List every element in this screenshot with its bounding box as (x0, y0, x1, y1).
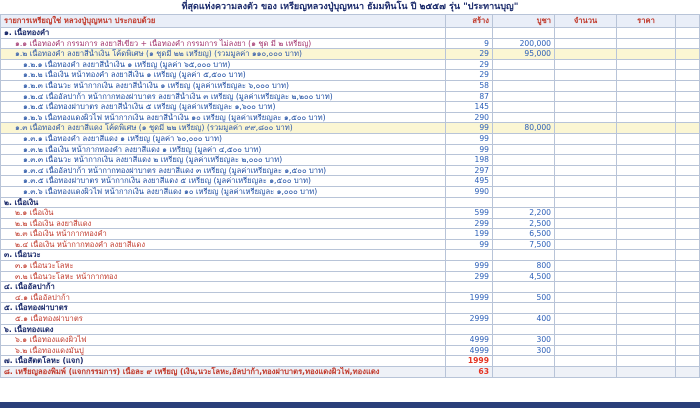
row-amount[interactable] (617, 197, 676, 208)
row-amount[interactable] (617, 356, 676, 367)
row-qty[interactable] (555, 324, 617, 335)
row-price[interactable] (493, 102, 555, 113)
row-pad[interactable] (676, 250, 700, 261)
row-count[interactable] (446, 324, 493, 335)
row-count[interactable]: 29 (446, 70, 493, 81)
row-desc[interactable]: ๑.๓.๕ เนื้อทองฝาบาตร หน้ากากเงิน ลงยาสีแดง ๕ เหรียญ (มูลค่าเหรียญละ ๑,๕๐๐ บาท) (1, 176, 446, 187)
row-qty[interactable] (555, 176, 617, 187)
table-row (1, 70, 700, 81)
row-desc[interactable]: ๓. เนื้อนวะ (1, 250, 446, 261)
row-count[interactable]: 1999 (446, 292, 493, 303)
table-row (1, 144, 700, 155)
row-amount[interactable] (617, 345, 676, 356)
row-count[interactable]: 99 (446, 144, 493, 155)
row-amount[interactable] (617, 250, 676, 261)
row-count[interactable]: 495 (446, 176, 493, 187)
row-count[interactable]: 87 (446, 91, 493, 102)
table-row (1, 176, 700, 187)
row-desc[interactable]: ๒. เนื้อเงิน (1, 197, 446, 208)
row-qty[interactable] (555, 59, 617, 70)
row-desc[interactable]: ๑.๒.๔ เนื้ออัลปาก้า หน้ากากทองฝาบาตร ลงยาสีน้ำเงิน ๓ เหรียญ (มูลค่าเหรียญละ ๒,๒๐๐ บาท) (1, 91, 446, 102)
row-qty[interactable] (555, 345, 617, 356)
table-row (1, 123, 700, 134)
row-desc[interactable]: ๑.๑ เนื้อทองคำ กรรมการ ลงยาสีเขียว + เนื้อทองคำ กรรมการ ไม่ลงยา (๑ ชุด มี ๒ เหรียญ) (1, 38, 446, 49)
row-price[interactable]: 7,500 (493, 239, 555, 250)
row-desc[interactable]: ๘. เหรียญลองพิมพ์ (แจกกรรมการ) เนื้อละ ๙ เหรียญ (เงิน,นวะโลหะ,อัลปาก้า,ทองฝาบาตร,ทองแดงผิวไฟ,ทองแดง (1, 367, 446, 378)
row-count[interactable]: 199 (446, 229, 493, 240)
row-pad[interactable] (676, 345, 700, 356)
table-row (1, 239, 700, 250)
row-amount[interactable] (617, 367, 676, 378)
row-amount[interactable] (617, 218, 676, 229)
row-pad[interactable] (676, 155, 700, 166)
row-price[interactable] (493, 112, 555, 123)
row-count[interactable] (446, 282, 493, 293)
row-desc[interactable]: ๑.๒.๕ เนื้อทองฝาบาตร ลงยาสีน้ำเงิน ๕ เหรียญ (มูลค่าเหรียญละ ๑,๖๐๐ บาท) (1, 102, 446, 113)
row-count[interactable] (446, 28, 493, 39)
row-price[interactable]: 4,500 (493, 271, 555, 282)
table-row (1, 314, 700, 325)
row-desc[interactable]: ๑.๒.๖ เนื้อทองแดงผิวไฟ หน้ากากเงิน ลงยาสีน้ำเงิน ๑๐ เหรียญ (มูลค่าเหรียญละ ๑,๕๐๐ บาท) (1, 112, 446, 123)
row-desc[interactable]: ๒.๓ เนื้อเงิน หน้ากากทองคำ (1, 229, 446, 240)
table-row (1, 38, 700, 49)
row-price[interactable] (493, 80, 555, 91)
table-row (1, 102, 700, 113)
row-desc[interactable]: ๓.๑ เนื้อนวะโลหะ (1, 261, 446, 272)
row-qty[interactable] (555, 49, 617, 60)
row-amount[interactable] (617, 49, 676, 60)
row-qty[interactable] (555, 133, 617, 144)
bottom-bar (0, 402, 700, 408)
table-row (1, 345, 700, 356)
row-price[interactable]: 300 (493, 335, 555, 346)
row-qty[interactable] (555, 261, 617, 272)
row-pad[interactable] (676, 144, 700, 155)
row-qty[interactable] (555, 80, 617, 91)
row-price[interactable] (493, 59, 555, 70)
sheet-title: ที่สุดแห่งความลงตัว ของ เหรียญหลวงปู่บุญหนา ธัมมทินโน ปี ๒๕๕๗ รุ่น "ประทานบุญ" (0, 0, 700, 14)
row-pad[interactable] (676, 165, 700, 176)
row-desc[interactable]: ๑.๓.๔ เนื้ออัลปาก้า หน้ากากทองฝาบาตร ลงยาสีแดง ๓ เหรียญ (มูลค่าเหรียญละ ๑,๕๐๐ บาท) (1, 165, 446, 176)
table-row (1, 80, 700, 91)
row-count[interactable]: 99 (446, 123, 493, 134)
table-row (1, 367, 700, 378)
header-row (1, 15, 700, 28)
row-count[interactable]: 99 (446, 239, 493, 250)
row-desc[interactable]: ๑.๒.๑ เนื้อทองคำ ลงยาสีน้ำเงิน ๑ เหรียญ (มูลค่า ๖๕,๐๐๐ บาท) (1, 59, 446, 70)
row-count[interactable]: 990 (446, 186, 493, 197)
row-price[interactable] (493, 324, 555, 335)
row-amount[interactable] (617, 271, 676, 282)
row-amount[interactable] (617, 155, 676, 166)
row-pad[interactable] (676, 356, 700, 367)
table-row (1, 261, 700, 272)
row-pad[interactable] (676, 70, 700, 81)
header-pad[interactable] (676, 15, 700, 28)
row-price[interactable] (493, 91, 555, 102)
row-qty[interactable] (555, 144, 617, 155)
row-amount[interactable] (617, 38, 676, 49)
header-price[interactable]: บูชา (493, 15, 555, 28)
row-price[interactable] (493, 282, 555, 293)
row-qty[interactable] (555, 218, 617, 229)
row-pad[interactable] (676, 112, 700, 123)
row-pad[interactable] (676, 176, 700, 187)
row-price[interactable] (493, 367, 555, 378)
row-amount[interactable] (617, 70, 676, 81)
table-row (1, 49, 700, 60)
row-amount[interactable] (617, 303, 676, 314)
header-qty[interactable]: จำนวน (555, 15, 617, 28)
row-qty[interactable] (555, 282, 617, 293)
price-table (0, 14, 700, 378)
row-count[interactable]: 290 (446, 112, 493, 123)
row-qty[interactable] (555, 123, 617, 134)
row-price[interactable] (493, 303, 555, 314)
row-count[interactable]: 29 (446, 59, 493, 70)
table-row (1, 282, 700, 293)
table-row (1, 229, 700, 240)
row-desc[interactable]: ๖.๑ เนื้อทองแดงผิวไฟ (1, 335, 446, 346)
row-price[interactable]: 80,000 (493, 123, 555, 134)
row-desc[interactable]: ๔. เนื้ออัลปาก้า (1, 282, 446, 293)
row-desc[interactable]: ๑.๓.๒ เนื้อเงิน หน้ากากทองคำ ลงยาสีแดง ๑ เหรียญ (มูลค่า ๔,๕๐๐ บาท) (1, 144, 446, 155)
row-desc[interactable]: ๖. เนื้อทองแดง (1, 324, 446, 335)
row-price[interactable]: 500 (493, 292, 555, 303)
row-count[interactable]: 58 (446, 80, 493, 91)
row-amount[interactable] (617, 80, 676, 91)
header-count[interactable]: สร้าง (446, 15, 493, 28)
row-count[interactable]: 1999 (446, 356, 493, 367)
row-price[interactable]: 2,200 (493, 208, 555, 219)
row-pad[interactable] (676, 218, 700, 229)
row-qty[interactable] (555, 112, 617, 123)
row-desc[interactable]: ๑.๓ เนื้อทองคำ ลงยาสีแดง โค้ดพิเศษ (๑ ชุดมี ๒๒ เหรียญ) (รวมมูลค่า ๙๙,๘๐๐ บาท) (1, 123, 446, 134)
row-pad[interactable] (676, 80, 700, 91)
row-pad[interactable] (676, 133, 700, 144)
row-price[interactable]: 95,000 (493, 49, 555, 60)
row-desc[interactable]: ๑.๒.๒ เนื้อเงิน หน้าทองคำ ลงยาสีเงิน ๑ เหรียญ (มูลค่า ๕,๕๐๐ บาท) (1, 70, 446, 81)
row-qty[interactable] (555, 367, 617, 378)
row-amount[interactable] (617, 186, 676, 197)
table-row (1, 59, 700, 70)
row-price[interactable] (493, 144, 555, 155)
row-amount[interactable] (617, 165, 676, 176)
header-amount[interactable]: ราคา (617, 15, 676, 28)
row-desc[interactable]: ๗. เนื้อสัตตโลหะ (แจก) (1, 356, 446, 367)
row-price[interactable]: 2,500 (493, 218, 555, 229)
row-pad[interactable] (676, 102, 700, 113)
table-row (1, 186, 700, 197)
row-amount[interactable] (617, 59, 676, 70)
table-row (1, 250, 700, 261)
row-count[interactable]: 4999 (446, 345, 493, 356)
row-desc[interactable]: ๑.๒.๓ เนื้อนวะ หน้ากากเงิน ลงยาสีน้ำเงิน ๑ เหรียญ (มูลค่าเหรียญละ ๖,๐๐๐ บาท) (1, 80, 446, 91)
row-amount[interactable] (617, 314, 676, 325)
row-price[interactable] (493, 356, 555, 367)
row-desc[interactable]: ๕. เนื้อทองฝาบาตร (1, 303, 446, 314)
row-count[interactable]: 9 (446, 38, 493, 49)
row-amount[interactable] (617, 123, 676, 134)
row-desc[interactable]: ๔.๑ เนื้ออัลปาก้า (1, 292, 446, 303)
row-amount[interactable] (617, 229, 676, 240)
row-qty[interactable] (555, 38, 617, 49)
row-pad[interactable] (676, 239, 700, 250)
row-amount[interactable] (617, 176, 676, 187)
row-qty[interactable] (555, 91, 617, 102)
row-amount[interactable] (617, 208, 676, 219)
table-row (1, 165, 700, 176)
row-qty[interactable] (555, 303, 617, 314)
table-row (1, 335, 700, 346)
table-row (1, 303, 700, 314)
row-price[interactable]: 6,500 (493, 229, 555, 240)
table-row (1, 91, 700, 102)
row-amount[interactable] (617, 112, 676, 123)
row-count[interactable]: 2999 (446, 314, 493, 325)
row-qty[interactable] (555, 70, 617, 81)
row-pad[interactable] (676, 197, 700, 208)
row-price[interactable] (493, 70, 555, 81)
row-qty[interactable] (555, 271, 617, 282)
row-pad[interactable] (676, 367, 700, 378)
row-amount[interactable] (617, 282, 676, 293)
row-pad[interactable] (676, 28, 700, 39)
row-amount[interactable] (617, 91, 676, 102)
table-row (1, 218, 700, 229)
row-price[interactable] (493, 250, 555, 261)
row-qty[interactable] (555, 28, 617, 39)
row-price[interactable] (493, 155, 555, 166)
row-count[interactable] (446, 303, 493, 314)
row-desc[interactable]: ๑.๓.๓ เนื้อนวะ หน้ากากเงิน ลงยาสีแดง ๒ เหรียญ (มูลค่าเหรียญละ ๒,๐๐๐ บาท) (1, 155, 446, 166)
row-qty[interactable] (555, 250, 617, 261)
row-count[interactable]: 299 (446, 271, 493, 282)
table-row (1, 292, 700, 303)
row-qty[interactable] (555, 292, 617, 303)
row-qty[interactable] (555, 186, 617, 197)
row-qty[interactable] (555, 208, 617, 219)
row-amount[interactable] (617, 292, 676, 303)
row-pad[interactable] (676, 261, 700, 272)
row-pad[interactable] (676, 314, 700, 325)
row-price[interactable]: 200,000 (493, 38, 555, 49)
row-count[interactable]: 29 (446, 49, 493, 60)
table-row (1, 197, 700, 208)
row-desc[interactable]: ๑.๓.๖ เนื้อทองแดงผิวไฟ หน้ากากเงิน ลงยาสีแดง ๑๐ เหรียญ (มูลค่าเหรียญละ ๑,๐๐๐ บาท) (1, 186, 446, 197)
row-count[interactable]: 63 (446, 367, 493, 378)
row-count[interactable]: 999 (446, 261, 493, 272)
row-qty[interactable] (555, 155, 617, 166)
row-count[interactable]: 297 (446, 165, 493, 176)
row-pad[interactable] (676, 123, 700, 134)
row-desc[interactable]: ๕.๑ เนื้อทองฝาบาตร (1, 314, 446, 325)
table-row (1, 324, 700, 335)
row-count[interactable]: 145 (446, 102, 493, 113)
row-price[interactable]: 400 (493, 314, 555, 325)
row-price[interactable] (493, 197, 555, 208)
row-pad[interactable] (676, 49, 700, 60)
row-amount[interactable] (617, 324, 676, 335)
row-desc[interactable]: ๖.๒ เนื้อทองแดงมันปู (1, 345, 446, 356)
row-count[interactable] (446, 250, 493, 261)
table-row (1, 112, 700, 123)
row-qty[interactable] (555, 197, 617, 208)
row-desc[interactable]: ๑.๓.๑ เนื้อทองคำ ลงยาสีแดง ๑ เหรียญ (มูลค่า ๖๐,๐๐๐ บาท) (1, 133, 446, 144)
row-pad[interactable] (676, 292, 700, 303)
row-desc[interactable]: ๓.๒ เนื้อนวะโลหะ หน้ากากทอง (1, 271, 446, 282)
row-qty[interactable] (555, 335, 617, 346)
row-pad[interactable] (676, 324, 700, 335)
row-amount[interactable] (617, 133, 676, 144)
row-qty[interactable] (555, 239, 617, 250)
row-pad[interactable] (676, 303, 700, 314)
row-count[interactable]: 599 (446, 208, 493, 219)
row-desc[interactable]: ๒.๑ เนื้อเงิน (1, 208, 446, 219)
row-price[interactable]: 300 (493, 345, 555, 356)
row-amount[interactable] (617, 28, 676, 39)
header-desc[interactable]: รายการเหรียญใช่ หลวงปู่บุญหนา ประกอบด้วย (1, 15, 446, 28)
row-qty[interactable] (555, 314, 617, 325)
row-qty[interactable] (555, 165, 617, 176)
row-amount[interactable] (617, 102, 676, 113)
row-pad[interactable] (676, 335, 700, 346)
row-count[interactable]: 4999 (446, 335, 493, 346)
table-row (1, 133, 700, 144)
row-pad[interactable] (676, 208, 700, 219)
table-row (1, 356, 700, 367)
row-price[interactable]: 800 (493, 261, 555, 272)
row-amount[interactable] (617, 239, 676, 250)
row-qty[interactable] (555, 229, 617, 240)
table-row (1, 28, 700, 39)
row-qty[interactable] (555, 102, 617, 113)
row-amount[interactable] (617, 335, 676, 346)
row-desc[interactable]: ๒.๒ เนื้อเงิน ลงยาสีแดง (1, 218, 446, 229)
row-pad[interactable] (676, 38, 700, 49)
row-amount[interactable] (617, 144, 676, 155)
row-desc[interactable]: ๒.๔ เนื้อเงิน หน้ากากทองคำ ลงยาสีแดง (1, 239, 446, 250)
row-count[interactable] (446, 197, 493, 208)
row-pad[interactable] (676, 59, 700, 70)
row-price[interactable] (493, 133, 555, 144)
row-price[interactable] (493, 28, 555, 39)
row-count[interactable]: 198 (446, 155, 493, 166)
table-row (1, 208, 700, 219)
row-qty[interactable] (555, 356, 617, 367)
row-price[interactable] (493, 176, 555, 187)
row-pad[interactable] (676, 271, 700, 282)
row-price[interactable] (493, 186, 555, 197)
row-desc[interactable]: ๑. เนื้อทองคำ (1, 28, 446, 39)
row-amount[interactable] (617, 261, 676, 272)
table-row (1, 155, 700, 166)
row-price[interactable] (493, 165, 555, 176)
row-pad[interactable] (676, 91, 700, 102)
row-desc[interactable]: ๑.๒ เนื้อทองคำ ลงยาสีน้ำเงิน โค้ดพิเศษ (๑ ชุดมี ๒๒ เหรียญ) (รวมมูลค่า ๑๑๐,๐๐๐ บาท) (1, 49, 446, 60)
row-pad[interactable] (676, 186, 700, 197)
row-pad[interactable] (676, 282, 700, 293)
row-pad[interactable] (676, 229, 700, 240)
row-count[interactable]: 99 (446, 133, 493, 144)
table-row (1, 271, 700, 282)
row-count[interactable]: 299 (446, 218, 493, 229)
